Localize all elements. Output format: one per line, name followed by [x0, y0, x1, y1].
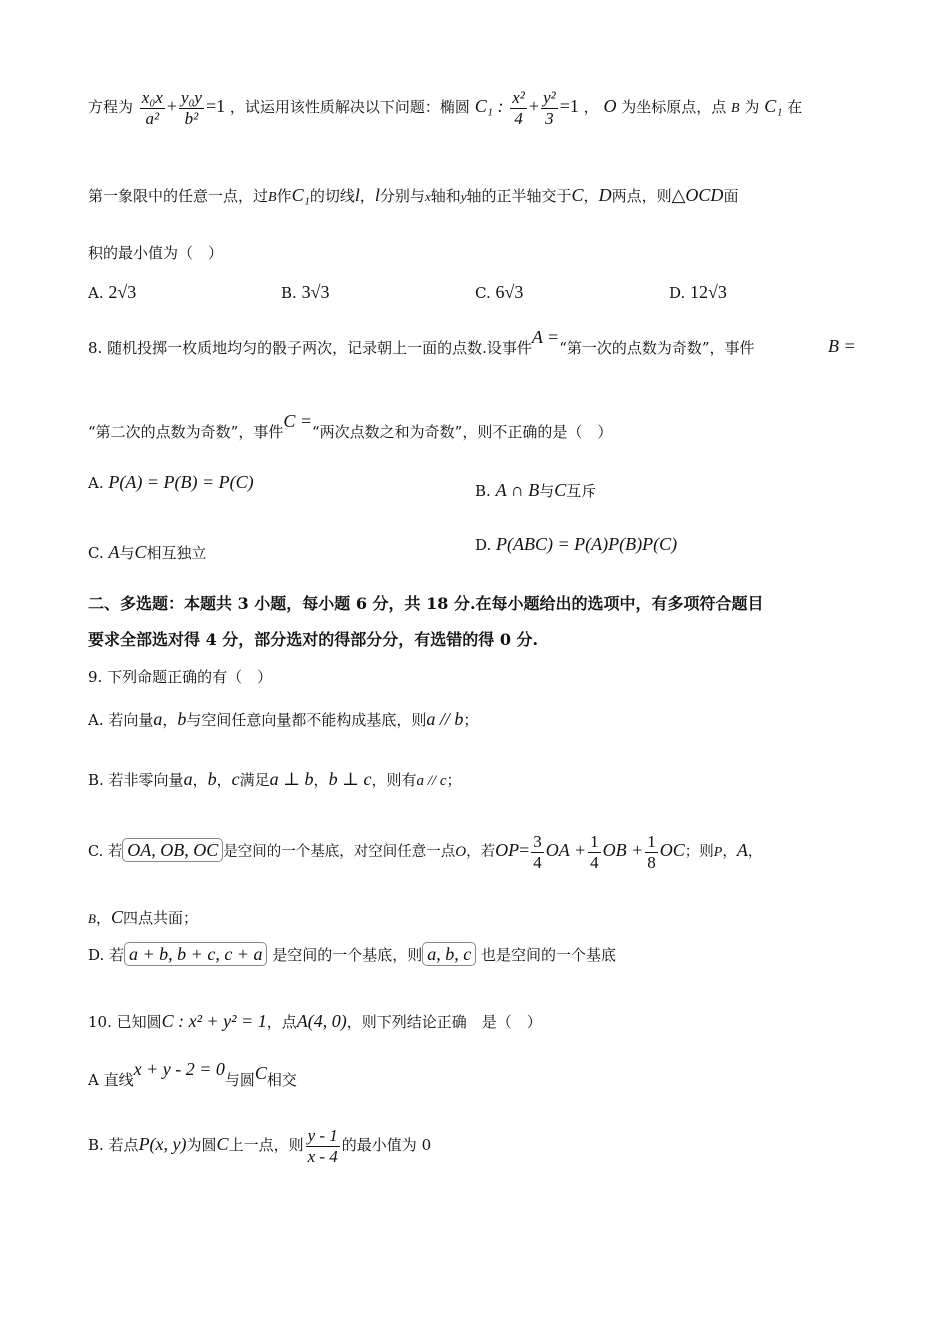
- option-text: ，: [313, 771, 329, 789]
- tangent-l: l: [354, 185, 360, 205]
- line-equation: x + y - 2 = 0: [133, 1059, 225, 1079]
- option-value: 3√3: [301, 282, 330, 302]
- fraction: [645, 832, 658, 872]
- option-text: D. 若: [88, 946, 125, 964]
- equals-one: =1: [559, 96, 579, 117]
- fraction: [140, 88, 165, 128]
- option-text: 为圆: [186, 1136, 217, 1155]
- vector-b: b: [207, 769, 217, 789]
- point-p: P: [713, 845, 723, 861]
- q8-option-a[interactable]: [88, 472, 254, 493]
- denominator: b²: [184, 108, 199, 128]
- q10-stem: [88, 1012, 542, 1030]
- q8-line1: [88, 327, 755, 357]
- q7-text: 为坐标原点，点: [621, 98, 727, 117]
- vector-a: a: [183, 769, 193, 789]
- numerator: 1: [647, 832, 656, 851]
- numerator: x²: [512, 88, 525, 107]
- vector-c: c: [231, 769, 240, 789]
- point-c: C: [110, 907, 123, 927]
- q9-option-c-cont: [88, 908, 198, 926]
- q8-option-c[interactable]: [88, 542, 207, 563]
- option-text: C. 若: [88, 844, 123, 861]
- option-text: ，: [216, 771, 232, 789]
- q7-option-c[interactable]: [475, 282, 523, 303]
- numerator: y²: [543, 88, 556, 107]
- option-label: B.: [281, 284, 297, 302]
- option-text: ；: [446, 771, 462, 789]
- option-value: 2√3: [108, 282, 137, 302]
- ellipse-c1: C₁: [764, 96, 783, 117]
- option-text: A. 若向量: [88, 711, 154, 729]
- option-text: 与: [539, 482, 555, 500]
- option-text: 的最小值为 0: [341, 1136, 432, 1155]
- q7-line2: [88, 186, 738, 205]
- q7-line1: 方程为 $\frac{\text{x₀x}}{\text{a²}}$ + $\frac{\text{y₀y}}{\text{b²}}$ =1 ，试运用该性质解决以下问题：椭圆 C₁ : $\frac{\text{x²}}{4}$ + $\frac{\text{y²}}{3}$ =1 ， O 为坐标原点，点 B 为 C₁ 在: [88, 88, 803, 128]
- option-text: 与: [119, 544, 135, 562]
- option-text: 相互独立: [146, 544, 207, 562]
- q7-line3: 积的最小值为（ ）: [88, 244, 224, 262]
- option-text: 相交: [266, 1071, 297, 1089]
- option-text: ，: [162, 711, 178, 729]
- option-value: 6√3: [495, 282, 524, 302]
- q7-text: ，: [583, 187, 599, 205]
- point-o: O: [455, 844, 467, 861]
- q7-text: ，: [359, 187, 375, 205]
- q10-option-b[interactable]: [88, 1126, 431, 1166]
- vector-b: b: [177, 709, 187, 729]
- option-text: ；则: [684, 844, 714, 861]
- q8-text: “两次点数之和为奇数”，则不正确的是（ ）: [312, 423, 613, 441]
- q8-option-b[interactable]: [475, 480, 596, 501]
- option-text: B. 若点: [88, 1136, 139, 1155]
- q7-text: 两点，则: [611, 187, 672, 205]
- option-label: D.: [669, 284, 686, 302]
- option-text: A 直线: [88, 1071, 134, 1089]
- option-label: B.: [475, 482, 491, 500]
- circle-c: C: [254, 1063, 267, 1083]
- q7-text: 作: [276, 187, 292, 205]
- basis-set: OA, OB, OC: [122, 838, 223, 862]
- denominator: x - 4: [307, 1146, 338, 1166]
- q7-option-d[interactable]: [669, 282, 727, 303]
- denominator: 8: [647, 852, 656, 872]
- option-math: C: [554, 480, 567, 500]
- section2-heading-line2: 要求全部选对得 4 分，部分选对的得部分分，有选错的得 0 分.: [88, 630, 539, 649]
- option-text: 满足: [239, 771, 270, 789]
- q8-text: 8. 随机投掷一枚质地均匀的骰子两次，记录朝上一面的点数.设事件: [88, 339, 532, 357]
- option-text: ，: [722, 844, 737, 861]
- q7-text: ，: [583, 98, 599, 117]
- option-label: A.: [88, 474, 104, 492]
- numerator: 3: [533, 832, 542, 851]
- option-text: 与圆: [224, 1071, 255, 1089]
- option-text: 与空间任意向量都不能构成基底，则: [186, 711, 427, 729]
- option-text: 也是空间的一个基底: [481, 946, 617, 964]
- point-a: A: [736, 840, 748, 861]
- event-b-label: B =: [828, 336, 856, 356]
- option-value: 12√3: [690, 282, 727, 302]
- q10-option-a[interactable]: [88, 1059, 297, 1089]
- option-math: P(ABC) = P(A)P(B)P(C): [496, 534, 678, 554]
- vector-op: OP: [495, 840, 520, 861]
- q8-text: “第一次的点数为奇数”，事件: [559, 339, 755, 357]
- q7-text: 分别与: [379, 187, 425, 205]
- option-math: P(A) = P(B) = P(C): [108, 472, 254, 492]
- fraction: [588, 832, 601, 872]
- fraction: [179, 88, 204, 128]
- circle-c: C: [216, 1134, 229, 1155]
- q8-text: “第二次的点数为奇数”，事件: [88, 423, 284, 441]
- fraction: [541, 88, 558, 128]
- basis-set: a + b, b + c, c + a: [124, 942, 267, 966]
- option-text: ，: [95, 909, 111, 927]
- option-math: A: [108, 542, 120, 562]
- x-axis-label: x: [424, 189, 431, 204]
- numerator: y - 1: [307, 1126, 338, 1145]
- q7-text: 轴和: [430, 187, 461, 205]
- point-b: B: [731, 101, 740, 117]
- q7-text: 的切线: [309, 187, 355, 205]
- option-math: A ∩ B: [495, 480, 540, 500]
- numerator: y₀y: [180, 88, 202, 107]
- parallel-relation: a // b: [426, 709, 464, 729]
- denominator: 3: [545, 108, 554, 128]
- q7-text: 为: [744, 98, 760, 117]
- point-a: A(4, 0): [296, 1011, 347, 1031]
- triangle-ocd: △OCD: [671, 185, 724, 205]
- point-b: B: [88, 911, 96, 926]
- event-b: [828, 336, 856, 357]
- ellipse-label: C₁ :: [474, 96, 504, 117]
- denominator: 4: [590, 852, 599, 872]
- q10-text: ，则下列结论正确 是（ ）: [346, 1013, 542, 1031]
- event-a: A =: [531, 327, 560, 347]
- vector-oa: OA +: [545, 840, 587, 861]
- option-label: A.: [88, 284, 104, 302]
- q10-text: ，点: [266, 1013, 297, 1031]
- option-text: 互斥: [566, 482, 597, 500]
- option-text: 上一点，则: [228, 1136, 304, 1155]
- equals-sign: =: [519, 840, 530, 861]
- q9-option-b[interactable]: [88, 770, 462, 789]
- q7-text: ，试运用该性质解决以下问题：椭圆: [229, 98, 470, 117]
- q9-stem: 9. 下列命题正确的有（ ）: [88, 668, 273, 686]
- point-p: P(x, y): [138, 1134, 187, 1155]
- q7-text: 在: [787, 98, 803, 117]
- numerator: x₀x: [141, 88, 163, 107]
- denominator: 4: [514, 108, 523, 128]
- denominator: a²: [145, 108, 160, 128]
- q8-option-d[interactable]: [475, 534, 677, 555]
- equals-one: =1: [205, 96, 226, 117]
- option-text: 是空间的一个基底，则: [272, 946, 423, 964]
- q8-line2: [88, 411, 613, 441]
- perpendicular-relation: b ⊥ c: [328, 769, 372, 789]
- option-text: ，: [192, 771, 208, 789]
- fraction: [531, 832, 544, 872]
- option-text: 是空间的一个基底，对空间任意一点: [223, 844, 456, 861]
- basis-set: a, b, c: [422, 942, 476, 966]
- point-b: B: [268, 190, 277, 205]
- option-label: C.: [88, 544, 104, 562]
- q7-text: 轴的正半轴交于: [466, 187, 572, 205]
- fraction: [306, 1126, 340, 1166]
- q7-option-a[interactable]: [88, 282, 136, 303]
- fraction: [510, 88, 527, 128]
- option-text: ，则有: [371, 771, 417, 789]
- q7-text: 面: [723, 187, 739, 205]
- option-math: C: [134, 542, 147, 562]
- q9-option-a[interactable]: [88, 710, 478, 728]
- tangent-l: l: [374, 185, 380, 205]
- q9-option-d[interactable]: [88, 942, 616, 966]
- ellipse-c1: C₁: [291, 185, 310, 205]
- section2-heading-line1: 二、多选题：本题共 3 小题，每小题 6 分，共 18 分.在每小题给出的选项中，有多项符合题目: [88, 594, 764, 613]
- y-axis-label: y: [460, 189, 467, 204]
- option-text: 四点共面；: [122, 909, 198, 927]
- denominator: 4: [533, 852, 542, 872]
- option-label: C.: [475, 284, 491, 302]
- q7-text: 方程为: [88, 98, 134, 117]
- option-label: D.: [475, 536, 492, 554]
- q10-text: 10. 已知圆: [88, 1013, 162, 1031]
- vector-a: a: [153, 709, 163, 729]
- option-text: ，若: [466, 844, 496, 861]
- point-o: O: [603, 96, 617, 117]
- parallel-relation: a // c: [416, 773, 447, 789]
- option-text: B. 若非零向量: [88, 771, 184, 789]
- q9-option-c[interactable]: [88, 832, 762, 872]
- point-d: D: [598, 185, 612, 205]
- point-c: C: [571, 185, 584, 205]
- vector-oc: OC: [659, 840, 685, 861]
- option-text: ，: [747, 844, 763, 861]
- circle-equation: C : x² + y² = 1: [161, 1011, 267, 1031]
- q7-option-b[interactable]: [281, 282, 329, 303]
- event-c: C =: [283, 411, 312, 431]
- perpendicular-relation: a ⊥ b: [269, 769, 314, 789]
- vector-ob: OB +: [602, 840, 644, 861]
- option-text: ；: [463, 711, 479, 729]
- numerator: 1: [590, 832, 599, 851]
- q7-text: 第一象限中的任意一点，过: [88, 187, 269, 205]
